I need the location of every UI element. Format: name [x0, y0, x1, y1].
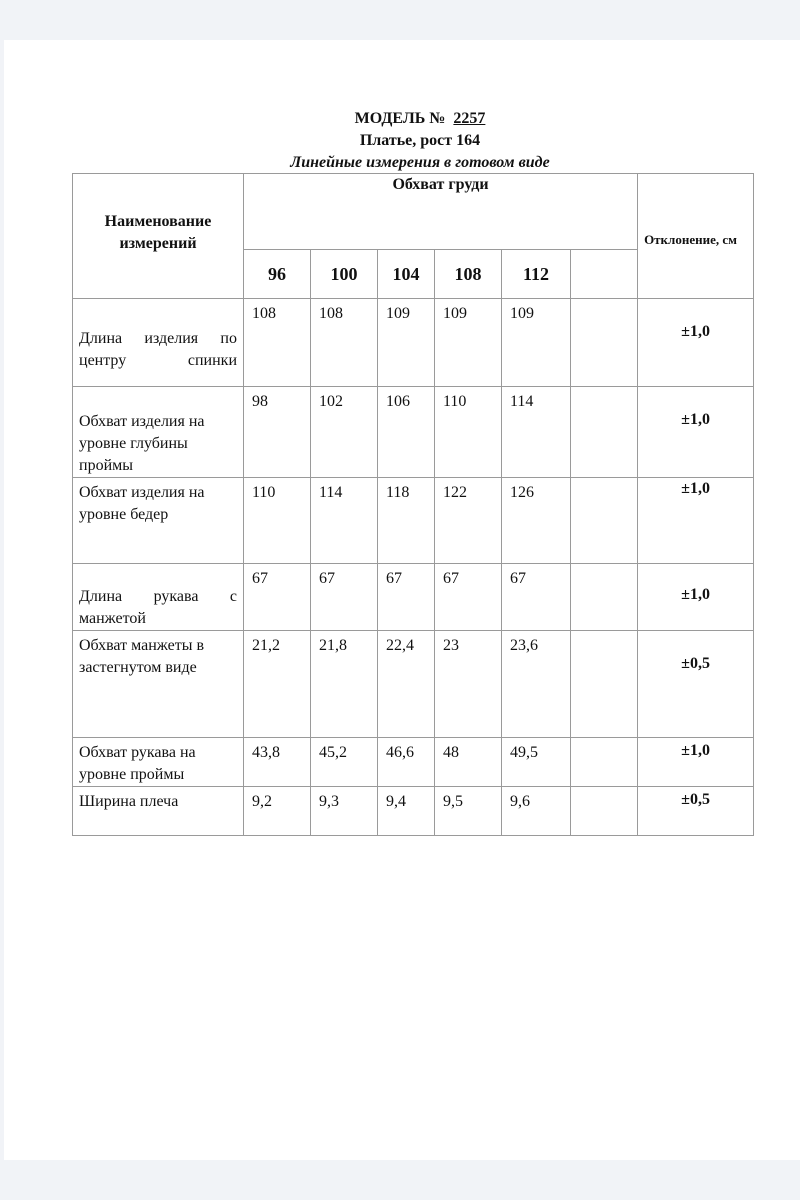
document-header — [0, 108, 800, 174]
value-cell: 43,8 — [244, 738, 311, 787]
caption: Линейные измерения в готовом виде — [290, 154, 550, 171]
table-row — [73, 631, 754, 738]
deviation-cell: ±0,5 — [638, 787, 754, 836]
size-cell: 112 — [502, 250, 571, 299]
value-cell: 122 — [435, 478, 502, 564]
table-row — [73, 787, 754, 836]
value-cell: 110 — [435, 387, 502, 478]
value-cell — [571, 738, 638, 787]
deviation-cell: ±0,5 — [638, 631, 754, 738]
value-cell: 108 — [311, 299, 378, 387]
size-cell: 108 — [435, 250, 502, 299]
value-cell: 106 — [378, 387, 435, 478]
value-cell: 21,2 — [244, 631, 311, 738]
table-row — [73, 564, 754, 631]
row-name: Длина изделия по центру спинки — [79, 329, 237, 369]
column-name-header: Наименование измерений — [73, 174, 244, 299]
row-name: Обхват изделия на уровне бедер — [73, 478, 244, 564]
value-cell — [571, 564, 638, 631]
value-cell: 67 — [435, 564, 502, 631]
value-cell: 118 — [378, 478, 435, 564]
value-cell: 67 — [502, 564, 571, 631]
size-cell: 100 — [311, 250, 378, 299]
deviation-cell: ±1,0 — [638, 299, 754, 387]
size-cell: 96 — [244, 250, 311, 299]
value-cell: 109 — [435, 299, 502, 387]
value-cell: 48 — [435, 738, 502, 787]
table-row — [73, 387, 754, 478]
value-cell: 22,4 — [378, 631, 435, 738]
value-cell: 9,5 — [435, 787, 502, 836]
value-cell: 49,5 — [502, 738, 571, 787]
value-cell: 114 — [311, 478, 378, 564]
row-name: Обхват изделия на уровне глубины проймы — [73, 387, 244, 478]
model-number: 2257 — [453, 110, 486, 127]
deviation-cell: ±1,0 — [638, 478, 754, 564]
subtitle: Платье, рост 164 — [359, 132, 481, 149]
value-cell: 45,2 — [311, 738, 378, 787]
measurements-table — [72, 173, 754, 836]
value-cell: 9,3 — [311, 787, 378, 836]
value-cell: 46,6 — [378, 738, 435, 787]
value-cell: 126 — [502, 478, 571, 564]
table-row — [73, 299, 754, 387]
value-cell: 109 — [378, 299, 435, 387]
row-name: Ширина плеча — [73, 787, 244, 836]
value-cell: 67 — [378, 564, 435, 631]
deviation-cell: ±1,0 — [638, 387, 754, 478]
table-row — [73, 478, 754, 564]
value-cell: 109 — [502, 299, 571, 387]
size-cell: 104 — [378, 250, 435, 299]
value-cell: 23,6 — [502, 631, 571, 738]
row-name: Обхват рукава на уровне проймы — [73, 738, 244, 787]
row-name: Длина рукава с манжетой — [79, 588, 237, 627]
value-cell: 114 — [502, 387, 571, 478]
value-cell: 110 — [244, 478, 311, 564]
value-cell — [571, 387, 638, 478]
row-name: Обхват манжеты в застегнутом виде — [73, 631, 244, 738]
value-cell: 98 — [244, 387, 311, 478]
value-cell — [571, 478, 638, 564]
value-cell: 9,4 — [378, 787, 435, 836]
header-row — [73, 174, 754, 250]
deviation-header: Отклонение, см — [638, 174, 754, 299]
value-cell: 102 — [311, 387, 378, 478]
value-cell — [571, 299, 638, 387]
value-cell: 23 — [435, 631, 502, 738]
model-label: МОДЕЛЬ № — [354, 110, 446, 127]
value-cell: 108 — [244, 299, 311, 387]
table-row — [73, 738, 754, 787]
value-cell: 9,2 — [244, 787, 311, 836]
model-title — [0, 108, 800, 130]
value-cell: 9,6 — [502, 787, 571, 836]
value-cell: 67 — [311, 564, 378, 631]
deviation-cell: ±1,0 — [638, 738, 754, 787]
value-cell — [571, 631, 638, 738]
deviation-cell: ±1,0 — [638, 564, 754, 631]
value-cell — [571, 787, 638, 836]
size-cell — [571, 250, 638, 299]
chest-header: Обхват груди — [244, 174, 638, 250]
value-cell: 67 — [244, 564, 311, 631]
value-cell: 21,8 — [311, 631, 378, 738]
